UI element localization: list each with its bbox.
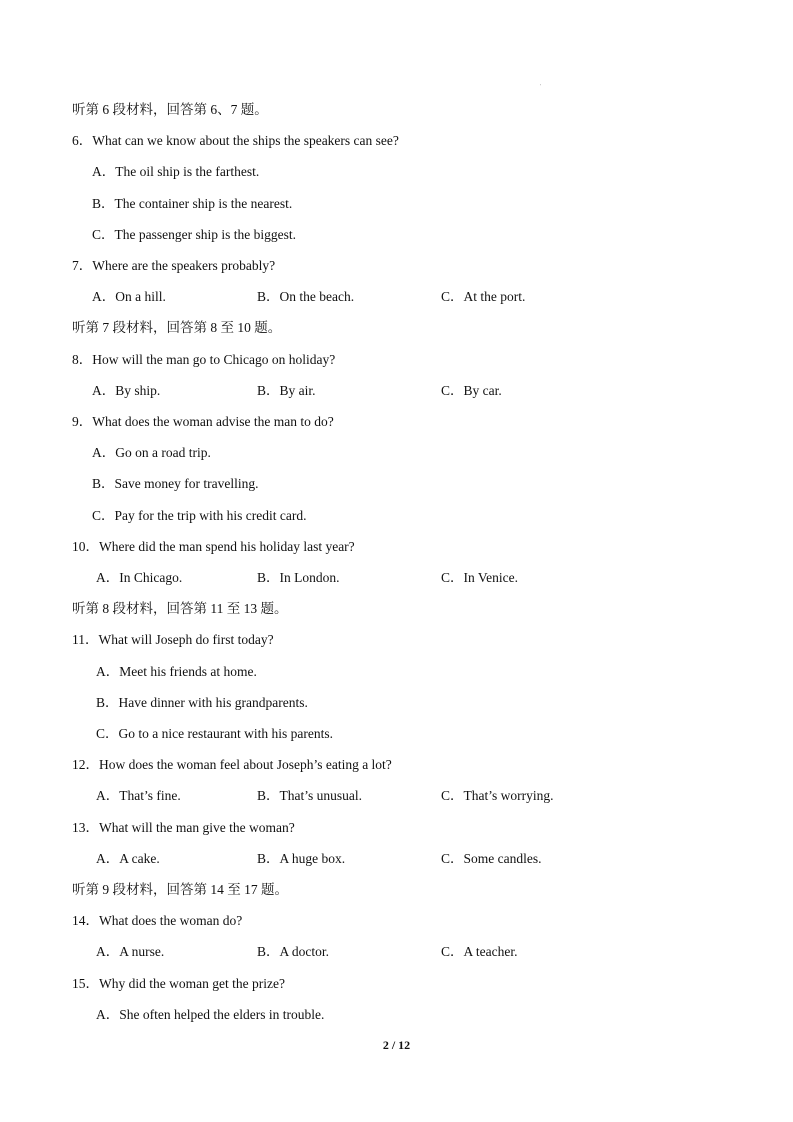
q11-option-c: C．Go to a nice restaurant with his parents. (96, 726, 333, 741)
q14-option-c: C．A teacher. (441, 944, 518, 959)
q11-option-b: B．Have dinner with his grandparents. (96, 695, 308, 710)
question-14: 14．What does the woman do? (72, 913, 243, 928)
question-8: 8．How will the man go to Chicago on holiday? (72, 352, 336, 367)
section-7-heading: 听第 7 段材料，回答第 8 至 10 题。 (72, 320, 282, 335)
q9-option-a: A．Go on a road trip. (92, 445, 211, 460)
q9-option-c: C．Pay for the trip with his credit card. (92, 508, 307, 523)
q6-option-c: C．The passenger ship is the biggest. (92, 227, 296, 242)
q15-option-a: A．She often helped the elders in trouble. (96, 1007, 325, 1022)
q10-option-a: A．In Chicago. (96, 570, 183, 585)
q12-option-c: C．That’s worrying. (441, 788, 554, 803)
q7-option-a: A．On a hill. (92, 289, 166, 304)
question-6: 6．What can we know about the ships the speakers can see? (72, 133, 399, 148)
q11-option-a: A．Meet his friends at home. (96, 664, 257, 679)
scan-mark: ' (540, 84, 542, 90)
q12-option-b: B．That’s unusual. (257, 788, 362, 803)
question-10: 10．Where did the man spend his holiday last year? (72, 539, 355, 554)
q10-option-c: C．In Venice. (441, 570, 518, 585)
question-7: 7．Where are the speakers probably? (72, 258, 276, 273)
question-9: 9．What does the woman advise the man to do? (72, 414, 334, 429)
q6-option-b: B．The container ship is the nearest. (92, 196, 293, 211)
section-8-heading: 听第 8 段材料，回答第 11 至 13 题。 (72, 601, 288, 616)
question-13: 13．What will the man give the woman? (72, 820, 295, 835)
question-15: 15．Why did the woman get the prize? (72, 976, 285, 991)
q12-option-a: A．That’s fine. (96, 788, 181, 803)
page-number: 2 / 12 (382, 1038, 411, 1052)
section-9-heading: 听第 9 段材料，回答第 14 至 17 题。 (72, 882, 288, 897)
q10-option-b: B．In London. (257, 570, 340, 585)
q8-option-c: C．By car. (441, 383, 502, 398)
q8-option-b: B．By air. (257, 383, 316, 398)
question-11: 11．What will Joseph do first today? (72, 632, 274, 647)
q14-option-b: B．A doctor. (257, 944, 330, 959)
q6-option-a: A．The oil ship is the farthest. (92, 164, 260, 179)
q7-option-c: C．At the port. (441, 289, 526, 304)
q13-option-c: C．Some candles. (441, 851, 542, 866)
q8-option-a: A．By ship. (92, 383, 161, 398)
q13-option-a: A．A cake. (96, 851, 160, 866)
q9-option-b: B．Save money for travelling. (92, 476, 259, 491)
q13-option-b: B．A huge box. (257, 851, 346, 866)
q14-option-a: A．A nurse. (96, 944, 165, 959)
q7-option-b: B．On the beach. (257, 289, 355, 304)
section-6-heading: 听第 6 段材料，回答第 6、7 题。 (72, 102, 268, 117)
question-12: 12．How does the woman feel about Joseph’s eating a lot? (72, 757, 392, 772)
